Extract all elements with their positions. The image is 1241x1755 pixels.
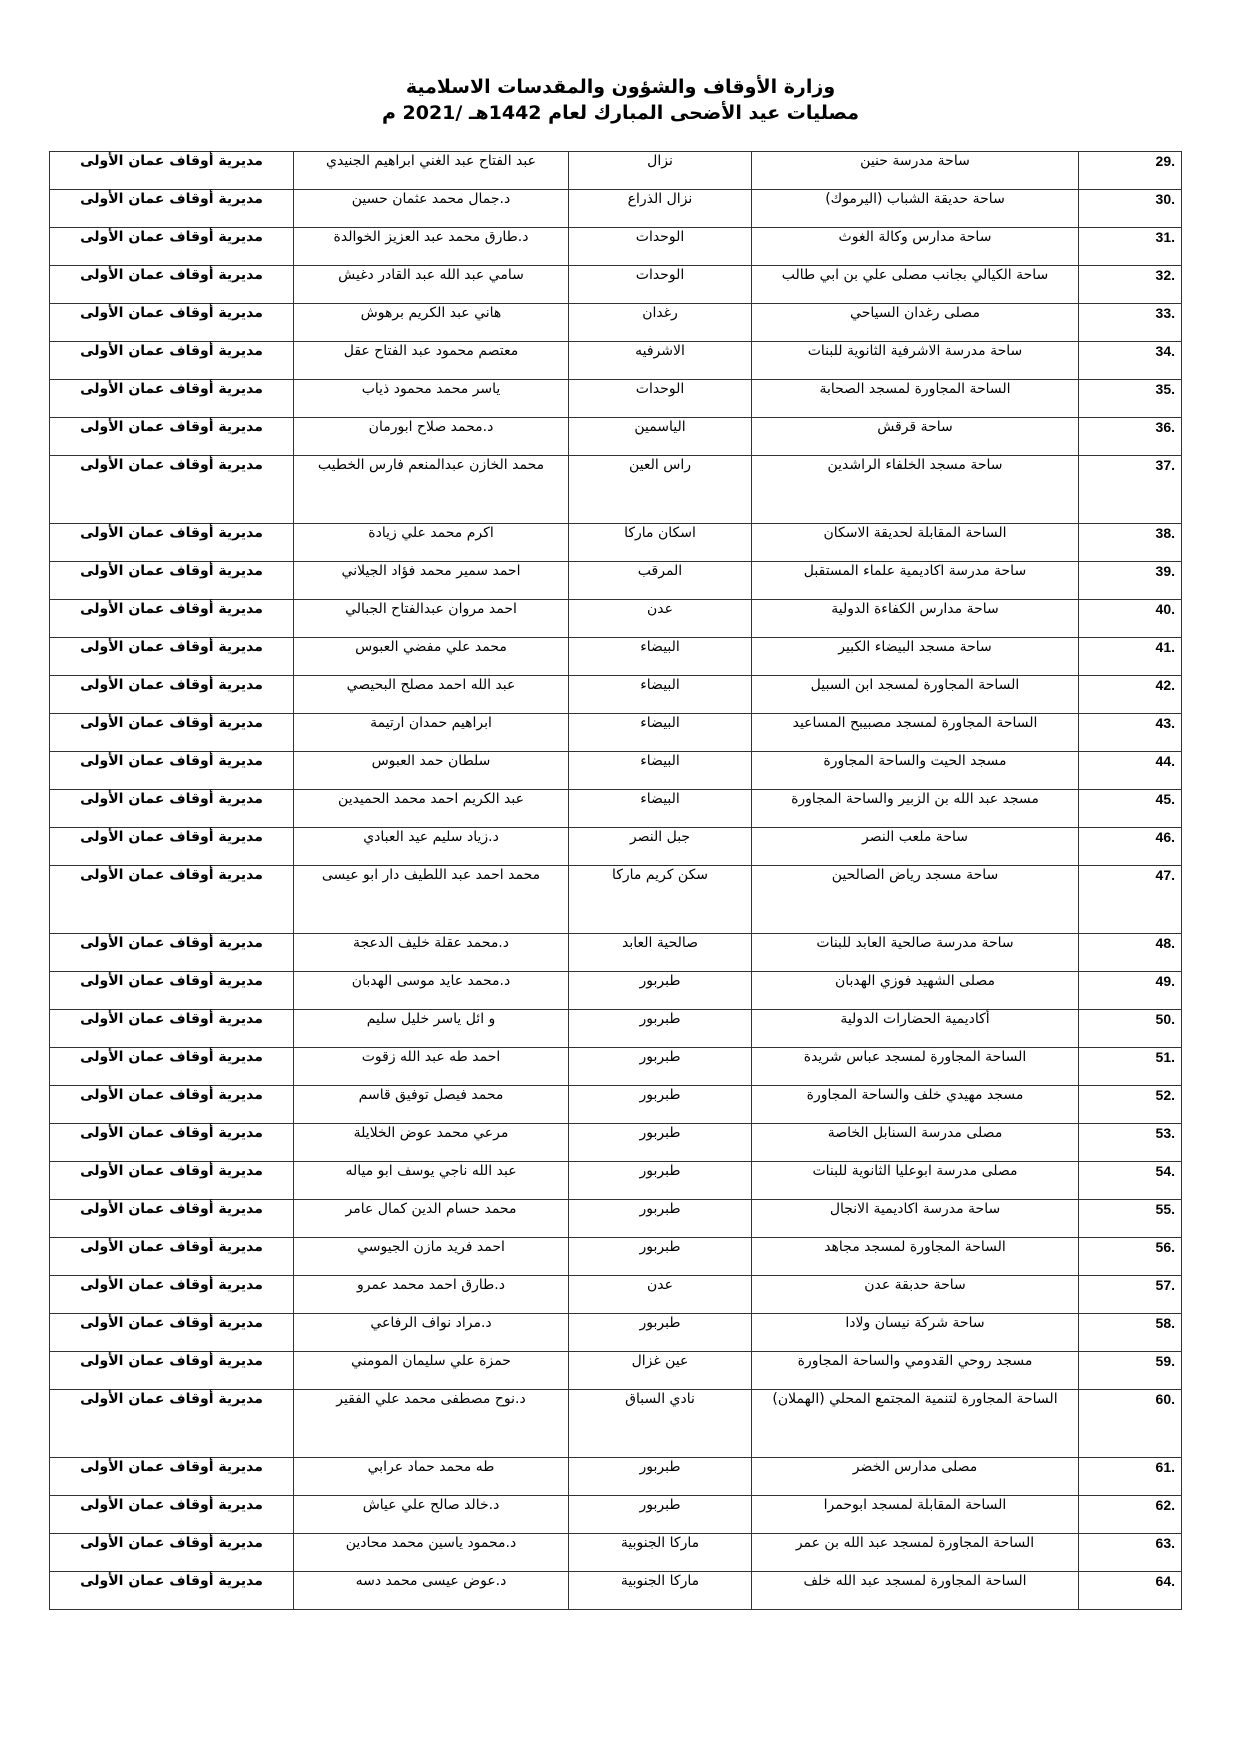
area-name: الوحدات	[569, 380, 752, 418]
table-row	[50, 342, 1182, 380]
imam-name: عبد الفتاح عبد الغني ابراهيم الجنيدي	[294, 152, 569, 190]
directorate-name: مديرية أوقاف عمان الأولى	[50, 972, 294, 1010]
directorate-name: مديرية أوقاف عمان الأولى	[50, 1200, 294, 1238]
prayer-site: ساحة مدرسة اكاديمية الانجال	[752, 1200, 1079, 1238]
prayer-site: مسجد روحي القدومي والساحة المجاورة	[752, 1352, 1079, 1390]
table-row	[50, 1162, 1182, 1200]
row-number: 64.	[1079, 1572, 1182, 1610]
row-number: 32.	[1079, 266, 1182, 304]
prayer-site: ساحة مدرسة حنين	[752, 152, 1079, 190]
imam-name: عبد الله احمد مصلح البحيصي	[294, 676, 569, 714]
row-number: 51.	[1079, 1048, 1182, 1086]
row-number: 55.	[1079, 1200, 1182, 1238]
directorate-name: مديرية أوقاف عمان الأولى	[50, 600, 294, 638]
directorate-name: مديرية أوقاف عمان الأولى	[50, 1390, 294, 1458]
area-name: ماركا الجنوبية	[569, 1534, 752, 1572]
area-name: الياسمين	[569, 418, 752, 456]
directorate-name: مديرية أوقاف عمان الأولى	[50, 676, 294, 714]
imam-name: محمد فيصل توفيق قاسم	[294, 1086, 569, 1124]
area-name: عين غزال	[569, 1352, 752, 1390]
table-row	[50, 1200, 1182, 1238]
table-row	[50, 714, 1182, 752]
prayer-site: مسجد عبد الله بن الزبير والساحة المجاورة	[752, 790, 1079, 828]
area-name: جبل النصر	[569, 828, 752, 866]
prayer-site: ساحة مدرسة صالحية العابد للبنات	[752, 934, 1079, 972]
imam-name: عبد الكريم احمد محمد الحميدين	[294, 790, 569, 828]
imam-name: د.طارق احمد محمد عمرو	[294, 1276, 569, 1314]
prayer-site: الساحة المجاورة لمسجد عبد الله خلف	[752, 1572, 1079, 1610]
table-row	[50, 304, 1182, 342]
imam-name: محمد حسام الدين كمال عامر	[294, 1200, 569, 1238]
imam-name: د.زياد سليم عيد العبادي	[294, 828, 569, 866]
area-name: عدن	[569, 1276, 752, 1314]
directorate-name: مديرية أوقاف عمان الأولى	[50, 752, 294, 790]
imam-name: مرعي محمد عوض الخلايلة	[294, 1124, 569, 1162]
directorate-name: مديرية أوقاف عمان الأولى	[50, 304, 294, 342]
table-row	[50, 1086, 1182, 1124]
directorate-name: مديرية أوقاف عمان الأولى	[50, 1496, 294, 1534]
table-row	[50, 1238, 1182, 1276]
prayer-site: مصلى الشهيد فوزي الهدبان	[752, 972, 1079, 1010]
directorate-name: مديرية أوقاف عمان الأولى	[50, 562, 294, 600]
area-name: طبربور	[569, 1162, 752, 1200]
row-number: 53.	[1079, 1124, 1182, 1162]
imam-name: محمد الخازن عبدالمنعم فارس الخطيب	[294, 456, 569, 524]
prayer-site: ساحة مسجد رياض الصالحين	[752, 866, 1079, 934]
table-row	[50, 456, 1182, 524]
row-number: 38.	[1079, 524, 1182, 562]
table-row	[50, 190, 1182, 228]
prayer-site: الساحة المجاورة لمسجد مصبيبح المساعيد	[752, 714, 1079, 752]
row-number: 43.	[1079, 714, 1182, 752]
imam-name: محمد علي مفضي العبوس	[294, 638, 569, 676]
area-name: المرقب	[569, 562, 752, 600]
table-row	[50, 1390, 1182, 1458]
area-name: طبربور	[569, 1010, 752, 1048]
table-row	[50, 934, 1182, 972]
area-name: عدن	[569, 600, 752, 638]
prayer-site: ساحة ملعب النصر	[752, 828, 1079, 866]
area-name: طبربور	[569, 1200, 752, 1238]
imam-name: هاني عبد الكريم برهوش	[294, 304, 569, 342]
prayer-site: الساحة المجاورة لتنمية المجتمع المحلي (الهملان)	[752, 1390, 1079, 1458]
row-number: 35.	[1079, 380, 1182, 418]
directorate-name: مديرية أوقاف عمان الأولى	[50, 1010, 294, 1048]
row-number: 57.	[1079, 1276, 1182, 1314]
imam-name: ابراهيم حمدان ارتيمة	[294, 714, 569, 752]
prayer-sites-table	[49, 151, 1182, 1610]
directorate-name: مديرية أوقاف عمان الأولى	[50, 1162, 294, 1200]
row-number: 50.	[1079, 1010, 1182, 1048]
prayer-site: ساحة مدرسة اكاديمية علماء المستقبل	[752, 562, 1079, 600]
area-name: رغدان	[569, 304, 752, 342]
imam-name: معتصم محمود عبد الفتاح عقل	[294, 342, 569, 380]
imam-name: د.محمود ياسين محمد محادين	[294, 1534, 569, 1572]
row-number: 54.	[1079, 1162, 1182, 1200]
area-name: طبربور	[569, 1124, 752, 1162]
directorate-name: مديرية أوقاف عمان الأولى	[50, 866, 294, 934]
directorate-name: مديرية أوقاف عمان الأولى	[50, 342, 294, 380]
directorate-name: مديرية أوقاف عمان الأولى	[50, 1238, 294, 1276]
area-name: طبربور	[569, 1086, 752, 1124]
prayer-site: ساحة مدارس الكفاءة الدولية	[752, 600, 1079, 638]
area-name: الوحدات	[569, 266, 752, 304]
prayer-site: ساحة مدارس وكالة الغوث	[752, 228, 1079, 266]
table-row	[50, 1314, 1182, 1352]
directorate-name: مديرية أوقاف عمان الأولى	[50, 1276, 294, 1314]
table-row	[50, 1458, 1182, 1496]
table-row	[50, 638, 1182, 676]
imam-name: احمد سمير محمد فؤاد الجيلاني	[294, 562, 569, 600]
row-number: 60.	[1079, 1390, 1182, 1458]
table-row	[50, 152, 1182, 190]
directorate-name: مديرية أوقاف عمان الأولى	[50, 1352, 294, 1390]
prayer-site: مصلى مدرسة السنابل الخاصة	[752, 1124, 1079, 1162]
row-number: 56.	[1079, 1238, 1182, 1276]
directorate-name: مديرية أوقاف عمان الأولى	[50, 524, 294, 562]
table-row	[50, 1010, 1182, 1048]
table-row	[50, 1534, 1182, 1572]
row-number: 37.	[1079, 456, 1182, 524]
directorate-name: مديرية أوقاف عمان الأولى	[50, 190, 294, 228]
table-row	[50, 1124, 1182, 1162]
directorate-name: مديرية أوقاف عمان الأولى	[50, 456, 294, 524]
table-row	[50, 1048, 1182, 1086]
imam-name: ياسر محمد محمود ذياب	[294, 380, 569, 418]
row-number: 29.	[1079, 152, 1182, 190]
area-name: طبربور	[569, 972, 752, 1010]
imam-name: عبد الله ناجي يوسف ابو مياله	[294, 1162, 569, 1200]
area-name: نزال الذراع	[569, 190, 752, 228]
area-name: نزال	[569, 152, 752, 190]
imam-name: د.محمد عقلة خليف الدعجة	[294, 934, 569, 972]
imam-name: و ائل ياسر خليل سليم	[294, 1010, 569, 1048]
row-number: 61.	[1079, 1458, 1182, 1496]
prayer-site: الساحة المقابلة لمسجد ابوحمرا	[752, 1496, 1079, 1534]
area-name: البيضاء	[569, 790, 752, 828]
row-number: 59.	[1079, 1352, 1182, 1390]
row-number: 33.	[1079, 304, 1182, 342]
directorate-name: مديرية أوقاف عمان الأولى	[50, 1572, 294, 1610]
area-name: طبربور	[569, 1496, 752, 1534]
area-name: صالحية العابد	[569, 934, 752, 972]
imam-name: د.محمد عايد موسى الهدبان	[294, 972, 569, 1010]
row-number: 34.	[1079, 342, 1182, 380]
imam-name: د.عوض عيسى محمد دسه	[294, 1572, 569, 1610]
imam-name: سلطان حمد العبوس	[294, 752, 569, 790]
row-number: 41.	[1079, 638, 1182, 676]
area-name: البيضاء	[569, 638, 752, 676]
directorate-name: مديرية أوقاف عمان الأولى	[50, 418, 294, 456]
area-name: البيضاء	[569, 714, 752, 752]
row-number: 63.	[1079, 1534, 1182, 1572]
row-number: 58.	[1079, 1314, 1182, 1352]
prayer-site: الساحة المقابلة لحديقة الاسكان	[752, 524, 1079, 562]
document-subtitle: مصليات عيد الأضحى المبارك لعام 1442هـ /2021 م	[381, 102, 860, 124]
prayer-site: ساحة مسجد البيضاء الكبير	[752, 638, 1079, 676]
table-row	[50, 752, 1182, 790]
prayer-site: مصلى رغدان السياحي	[752, 304, 1079, 342]
row-number: 31.	[1079, 228, 1182, 266]
prayer-site: مسجد مهيدي خلف والساحة المجاورة	[752, 1086, 1079, 1124]
row-number: 42.	[1079, 676, 1182, 714]
row-number: 40.	[1079, 600, 1182, 638]
prayer-site: الساحة المجاورة لمسجد ابن السبيل	[752, 676, 1079, 714]
prayer-site: ساحة شركة نيسان ولادا	[752, 1314, 1079, 1352]
prayer-site: مصلى مدارس الخضر	[752, 1458, 1079, 1496]
imam-name: د.نوح مصطفى محمد علي الفقير	[294, 1390, 569, 1458]
table-row	[50, 1276, 1182, 1314]
table-row	[50, 828, 1182, 866]
area-name: طبربور	[569, 1314, 752, 1352]
table-row	[50, 1572, 1182, 1610]
area-name: الوحدات	[569, 228, 752, 266]
directorate-name: مديرية أوقاف عمان الأولى	[50, 1048, 294, 1086]
row-number: 39.	[1079, 562, 1182, 600]
directorate-name: مديرية أوقاف عمان الأولى	[50, 714, 294, 752]
prayer-site: مسجد الحيت والساحة المجاورة	[752, 752, 1079, 790]
row-number: 62.	[1079, 1496, 1182, 1534]
area-name: نادي السباق	[569, 1390, 752, 1458]
table-row	[50, 418, 1182, 456]
table-row	[50, 676, 1182, 714]
directorate-name: مديرية أوقاف عمان الأولى	[50, 828, 294, 866]
table-row	[50, 972, 1182, 1010]
area-name: سكن كريم ماركا	[569, 866, 752, 934]
directorate-name: مديرية أوقاف عمان الأولى	[50, 1534, 294, 1572]
area-name: اسكان ماركا	[569, 524, 752, 562]
document-header	[0, 74, 1241, 126]
area-name: البيضاء	[569, 676, 752, 714]
row-number: 45.	[1079, 790, 1182, 828]
prayer-site: أكاديمية الحضارات الدولية	[752, 1010, 1079, 1048]
table-row	[50, 600, 1182, 638]
imam-name: د.طارق محمد عبد العزيز الخوالدة	[294, 228, 569, 266]
directorate-name: مديرية أوقاف عمان الأولى	[50, 1458, 294, 1496]
directorate-name: مديرية أوقاف عمان الأولى	[50, 1314, 294, 1352]
row-number: 36.	[1079, 418, 1182, 456]
prayer-site: ساحة حديقة الشباب (اليرموك)	[752, 190, 1079, 228]
prayer-site: ساحة قرقش	[752, 418, 1079, 456]
directorate-name: مديرية أوقاف عمان الأولى	[50, 638, 294, 676]
directorate-name: مديرية أوقاف عمان الأولى	[50, 228, 294, 266]
table-row	[50, 866, 1182, 934]
row-number: 47.	[1079, 866, 1182, 934]
prayer-site: مصلى مدرسة ابوعليا الثانوية للبنات	[752, 1162, 1079, 1200]
area-name: ماركا الجنوبية	[569, 1572, 752, 1610]
area-name: طبربور	[569, 1458, 752, 1496]
table-row	[50, 524, 1182, 562]
area-name: راس العين	[569, 456, 752, 524]
prayer-site: الساحة المجاورة لمسجد مجاهد	[752, 1238, 1079, 1276]
area-name: طبربور	[569, 1048, 752, 1086]
imam-name: سامي عبد الله عبد القادر دغيش	[294, 266, 569, 304]
table-row	[50, 228, 1182, 266]
imam-name: د.خالد صالح علي عياش	[294, 1496, 569, 1534]
imam-name: احمد مروان عبدالفتاح الجبالي	[294, 600, 569, 638]
area-name: الاشرفيه	[569, 342, 752, 380]
table-row	[50, 266, 1182, 304]
directorate-name: مديرية أوقاف عمان الأولى	[50, 266, 294, 304]
imam-name: احمد فريد مازن الجيوسي	[294, 1238, 569, 1276]
prayer-site: الساحة المجاورة لمسجد الصحابة	[752, 380, 1079, 418]
directorate-name: مديرية أوقاف عمان الأولى	[50, 1086, 294, 1124]
imam-name: د.مراد نواف الرفاعي	[294, 1314, 569, 1352]
prayer-site: الساحة المجاورة لمسجد عبد الله بن عمر	[752, 1534, 1079, 1572]
prayer-site: الساحة المجاورة لمسجد عباس شريدة	[752, 1048, 1079, 1086]
table-row	[50, 380, 1182, 418]
row-number: 52.	[1079, 1086, 1182, 1124]
table-row	[50, 790, 1182, 828]
imam-name: حمزة علي سليمان المومني	[294, 1352, 569, 1390]
row-number: 30.	[1079, 190, 1182, 228]
imam-name: د.محمد صلاح ابورمان	[294, 418, 569, 456]
imam-name: اكرم محمد علي زيادة	[294, 524, 569, 562]
row-number: 44.	[1079, 752, 1182, 790]
imam-name: محمد احمد عبد اللطيف دار ابو عيسى	[294, 866, 569, 934]
prayer-site: ساحة مدرسة الاشرفية الثانوية للبنات	[752, 342, 1079, 380]
row-number: 46.	[1079, 828, 1182, 866]
row-number: 49.	[1079, 972, 1182, 1010]
prayer-site: ساحة حدبقة عدن	[752, 1276, 1079, 1314]
area-name: طبربور	[569, 1238, 752, 1276]
prayer-site: ساحة مسجد الخلفاء الراشدين	[752, 456, 1079, 524]
table-row	[50, 1352, 1182, 1390]
row-number: 48.	[1079, 934, 1182, 972]
directorate-name: مديرية أوقاف عمان الأولى	[50, 790, 294, 828]
imam-name: طه محمد حماد عرابي	[294, 1458, 569, 1496]
table-row	[50, 1496, 1182, 1534]
ministry-title: وزارة الأوقاف والشؤون والمقدسات الاسلامية	[405, 76, 836, 98]
directorate-name: مديرية أوقاف عمان الأولى	[50, 380, 294, 418]
area-name: البيضاء	[569, 752, 752, 790]
directorate-name: مديرية أوقاف عمان الأولى	[50, 152, 294, 190]
directorate-name: مديرية أوقاف عمان الأولى	[50, 1124, 294, 1162]
imam-name: احمد طه عبد الله زقوت	[294, 1048, 569, 1086]
prayer-site: ساحة الكيالي بجانب مصلى علي بن ابي طالب	[752, 266, 1079, 304]
table-row	[50, 562, 1182, 600]
directorate-name: مديرية أوقاف عمان الأولى	[50, 934, 294, 972]
imam-name: د.جمال محمد عثمان حسين	[294, 190, 569, 228]
